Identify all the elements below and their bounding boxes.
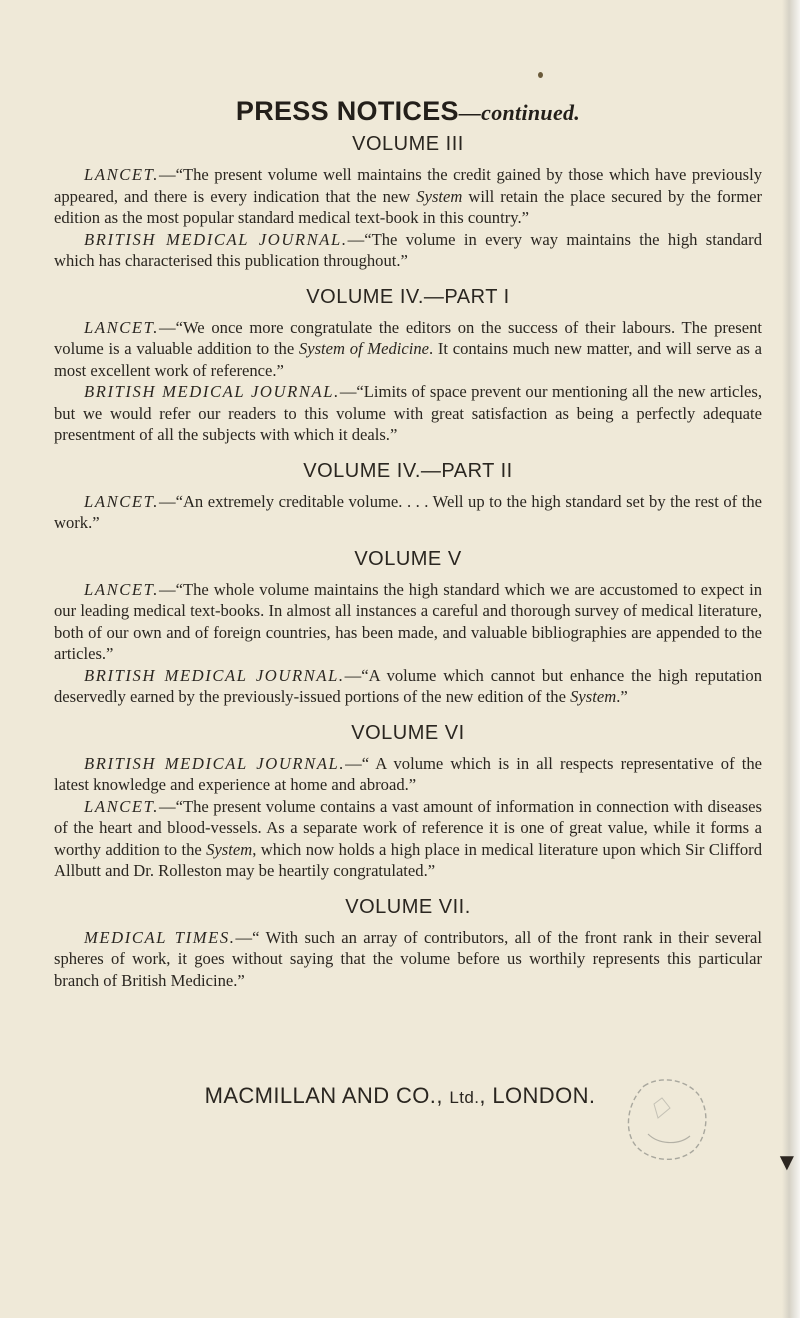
notice-source: LANCET. (84, 317, 159, 337)
italic-title: System of Medicine (298, 339, 430, 358)
continued-label: —continued. (458, 100, 581, 125)
press-notice (54, 317, 762, 382)
page-title-text: PRESS NOTICES (235, 96, 459, 126)
notice-text: —“A volume which cannot but enhance the high reputation deservedly earned by the previously-issued portions of the new edition of the (54, 665, 762, 706)
notice-text: . It contains much new matter, and will serve as a most excellent work of reference.” (54, 339, 763, 380)
notice-source: LANCET. (84, 491, 159, 511)
volume-heading: VOLUME III (352, 133, 464, 155)
notice-text: —“The present volume contains a vast amount of information in connection with diseases of the heart and blood-vessels. As a separate work of reference it is one of great value, while it forms a worthy addition to the (54, 796, 762, 859)
press-notice (54, 665, 762, 708)
volume-heading: VOLUME VII. (345, 895, 471, 918)
notice-text: —“The present volume well maintains the credit gained by those which have previously appeared, and there is every indication that the new (54, 165, 762, 206)
press-notice (54, 796, 762, 882)
italic-title: System (570, 687, 617, 706)
press-notice (54, 927, 762, 992)
notice-text: —“ A volume which is in all respects representative of the latest knowledge and experience at home and abroad.” (54, 753, 762, 794)
notice-text: —“The volume in every way maintains the high standard which has characterised this publication throughout.” (54, 229, 762, 270)
volume-heading: VOLUME VI (351, 721, 465, 744)
library-stamp-icon (614, 1074, 714, 1164)
notice-text: will retain the place secured by the former edition as the most popular standard medical text-book in this country.” (54, 186, 762, 227)
publisher-name: MACMILLAN AND CO., (204, 1083, 450, 1108)
page-title (54, 96, 762, 127)
notice-text: , which now holds a high place in medical literature upon which Sir Clifford Allbutt and Dr. Rolleston may be heartily congratulated.” (54, 839, 762, 880)
notice-source: BRITISH MEDICAL JOURNAL. (84, 753, 346, 773)
notice-text: .” (616, 687, 628, 706)
publisher-city: , LONDON. (479, 1083, 596, 1108)
notice-source: BRITISH MEDICAL JOURNAL. (84, 665, 345, 685)
volume-heading: VOLUME V (354, 547, 462, 570)
volume-heading: VOLUME IV.—PART I (306, 285, 510, 308)
notice-source: LANCET. (84, 796, 159, 816)
volume-list (54, 133, 762, 991)
press-notice (54, 229, 762, 272)
notice-text: —“We once more congratulate the editors on the success of their labours. The present volume is a valuable addition to the (54, 317, 762, 358)
press-notice (54, 381, 762, 446)
notice-source: BRITISH MEDICAL JOURNAL. (84, 229, 348, 249)
press-notice (54, 579, 762, 665)
italic-title: System (206, 839, 253, 859)
volume-heading: VOLUME IV.—PART II (303, 459, 513, 482)
press-notice (54, 491, 762, 534)
pointing-hand-icon: ▼ (775, 1150, 799, 1176)
italic-title: System (416, 186, 463, 206)
notice-source: BRITISH MEDICAL JOURNAL. (84, 382, 340, 401)
notice-text: —“ With such an array of contributors, all of the front rank in their several spheres of work, it goes without saying that the volume before us worthily represents this particular branch of British Medicine.” (54, 927, 763, 990)
notice-source: MEDICAL TIMES. (84, 927, 236, 947)
notice-source: LANCET. (84, 165, 159, 184)
page-edge-shadow (782, 0, 800, 1318)
notice-text: —“The whole volume maintains the high standard which we are accustomed to expect in our leading medical text-books. In almost all instances a careful and thorough survey of medical literature, both of our own and of foreign countries, has been made, and valuable bibliographies are appended to the articles.” (54, 579, 762, 663)
notice-text: —“Limits of space prevent our mentioning all the new articles, but we would refer our readers to this volume with great satisfaction as being a perfectly adequate presentment of all the subjects with which it deals.” (54, 382, 763, 444)
publisher-ltd: Ltd. (449, 1088, 480, 1107)
ink-speck (538, 72, 543, 78)
notice-source: LANCET. (84, 579, 159, 599)
press-notice (54, 164, 762, 229)
press-notice (54, 753, 762, 796)
notice-text: —“An extremely creditable volume. . . . Well up to the high standard set by the rest of the work.” (54, 491, 762, 532)
press-notices-page (54, 96, 762, 991)
